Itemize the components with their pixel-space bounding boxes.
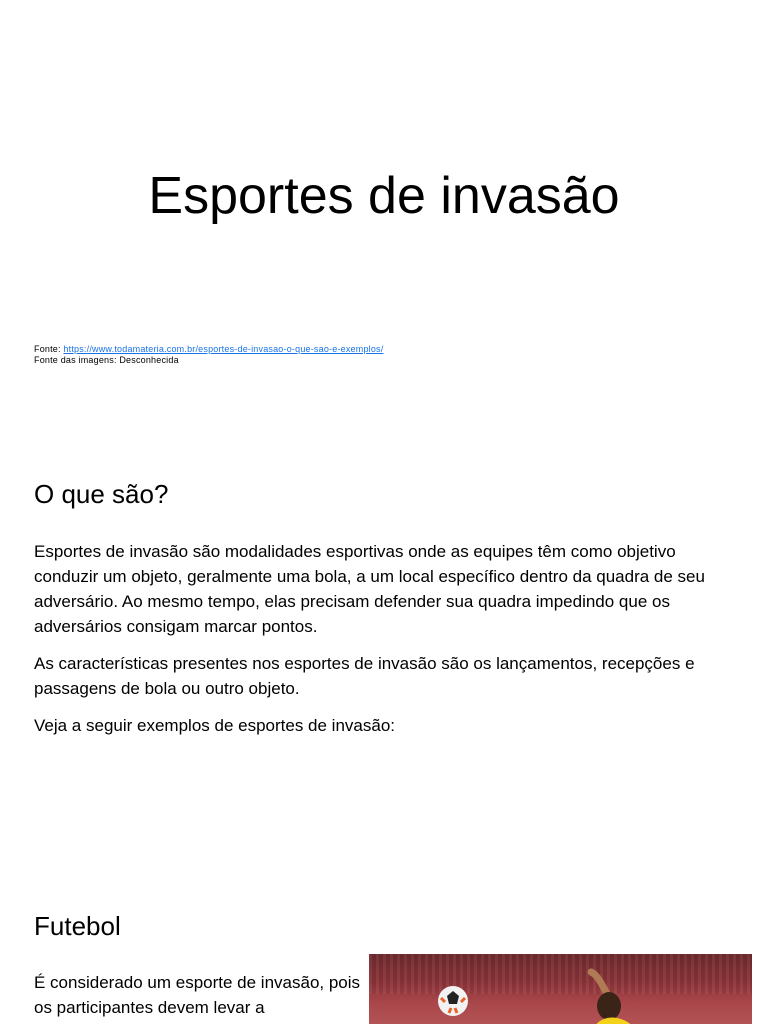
slide-title: Esportes de invasão (148, 167, 620, 225)
paragraph-futebol: É considerado um esporte de invasão, pois os participantes devem levar a (34, 973, 361, 1017)
paragraph-characteristics: As características presentes nos esportes de invasão são os lançamentos, recepções e passagens de bola ou outro objeto. (34, 654, 695, 698)
section-heading: Futebol (34, 911, 121, 941)
soccer-player-photo (369, 954, 752, 1024)
source-link[interactable]: https://www.todamateria.com.br/esportes-de-invasao-o-que-sao-e-exemplos/ (63, 344, 384, 354)
source-label: Fonte: (34, 344, 64, 354)
futebol-slide (0, 860, 768, 1024)
section-heading: O que são? (34, 479, 169, 509)
player-head (597, 992, 621, 1020)
paragraph-examples-intro: Veja a seguir exemplos de esportes de invasão: (34, 716, 396, 735)
title-slide (0, 0, 768, 410)
player-jersey (591, 1018, 637, 1024)
what-slide (0, 410, 768, 860)
soccer-scene-icon (369, 954, 752, 1024)
source-block (34, 344, 383, 366)
images-source: Fonte das imagens: Desconhecida (34, 355, 179, 365)
paragraph-definition: Esportes de invasão são modalidades esportivas onde as equipes têm como objetivo conduzir um objeto, geralmente uma bola, a um local específico dentro da quadra de seu adversário. Ao mesmo tempo, elas precisam defender sua quadra impedindo que os adversários consigam marcar pontos. (34, 542, 705, 636)
source-line (34, 344, 383, 355)
